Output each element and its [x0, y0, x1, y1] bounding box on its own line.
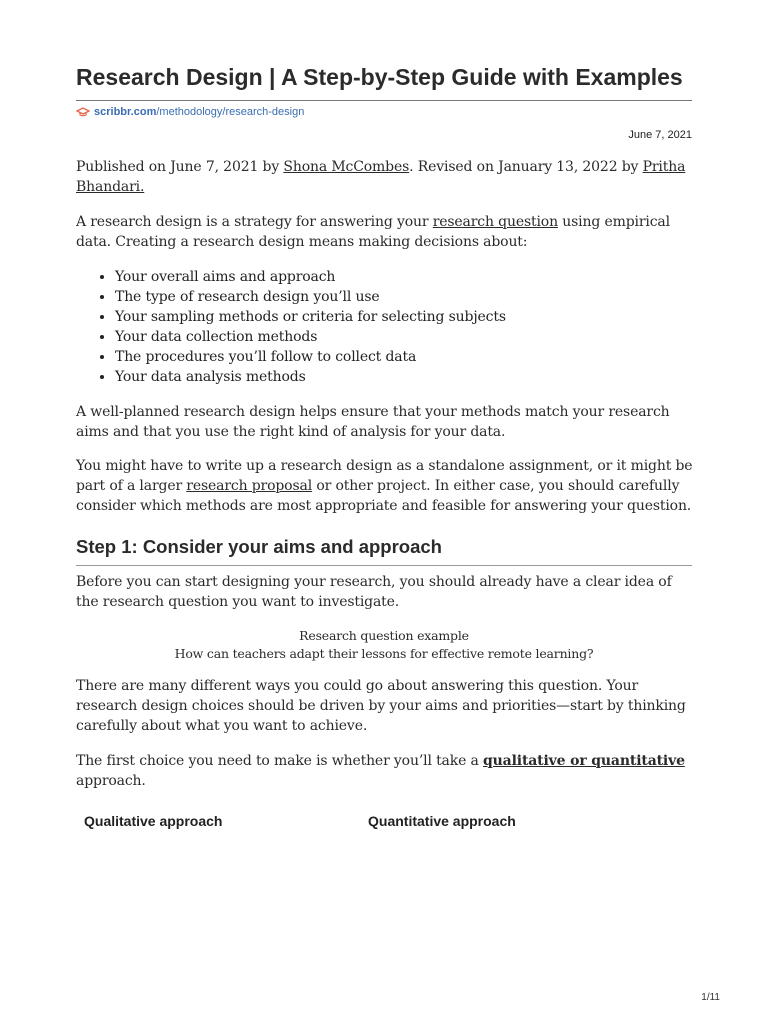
author-link-pritha[interactable]: Pritha Bhandari.	[76, 159, 686, 195]
scribbr-logo-icon	[76, 106, 90, 117]
intro-text-2: using empirical data. Creating a research design means making decisions about:	[76, 214, 670, 250]
standalone-text-2: or other project. In either case, you should carefully consider which methods are most appropriate and feasible for answering your question.	[76, 478, 692, 514]
before-paragraph: Before you can start designing your research, you should already have a clear idea of the research question you want to investigate.	[76, 574, 672, 610]
author-link-shona[interactable]: Shona McCombes	[283, 159, 410, 175]
quantitative-column-header: Quantitative approach	[368, 813, 516, 829]
example-box	[76, 627, 692, 663]
decisions-list	[76, 267, 506, 387]
source-domain: scribbr.com	[94, 106, 157, 118]
standalone-text-1: You might have to write up a research design as a standalone assignment, or it might be part of a larger	[76, 458, 693, 494]
list-item: • The type of research design you’ll use	[115, 287, 506, 307]
step1-heading: Step 1: Consider your aims and approach	[76, 536, 442, 557]
list-item: • Your data collection methods	[115, 327, 506, 347]
qualitative-quantitative-link[interactable]: qualitative or quantitative	[483, 753, 685, 769]
first-choice-paragraph	[76, 751, 696, 791]
published-line	[76, 157, 696, 197]
first-choice-text-1: The first choice you need to make is whether you’ll take a	[76, 753, 484, 769]
source-url	[76, 106, 304, 118]
list-item: • Your sampling methods or criteria for selecting subjects	[115, 307, 506, 327]
page-title: Research Design | A Step-by-Step Guide with Examples	[76, 64, 683, 90]
heading-divider	[76, 565, 692, 566]
source-path: /methodology/research-design	[156, 106, 305, 118]
qualitative-column-header: Qualitative approach	[84, 813, 223, 829]
intro-paragraph	[76, 212, 696, 252]
page-indicator: 1/11	[701, 992, 720, 1003]
title-divider	[76, 100, 692, 101]
well-planned-paragraph: A well-planned research design helps ensure that your methods match your research aims and that you use the right kind of analysis for your data.	[76, 404, 670, 440]
standalone-paragraph	[76, 456, 696, 516]
source-link[interactable]	[94, 106, 304, 118]
many-ways-paragraph: There are many different ways you could go about answering this question. Your research design choices should be driven by your aims and priorities—start by thinking carefully about what you want to achieve.	[76, 678, 686, 734]
list-item: • Your overall aims and approach	[115, 267, 506, 287]
example-question: How can teachers adapt their lessons for effective remote learning?	[174, 646, 594, 661]
revised-text: . Revised on January 13, 2022 by	[409, 159, 643, 175]
list-item: • Your data analysis methods	[115, 367, 506, 387]
document-date: June 7, 2021	[628, 129, 692, 141]
research-proposal-link[interactable]: research proposal	[186, 478, 313, 494]
research-question-link[interactable]: research question	[432, 214, 558, 230]
example-label: Research question example	[299, 628, 469, 643]
list-item: • The procedures you’ll follow to collect data	[115, 347, 506, 367]
intro-text-1: A research design is a strategy for answering your	[76, 214, 433, 230]
first-choice-text-2: approach.	[76, 773, 146, 789]
published-prefix: Published on June 7, 2021 by	[76, 159, 284, 175]
